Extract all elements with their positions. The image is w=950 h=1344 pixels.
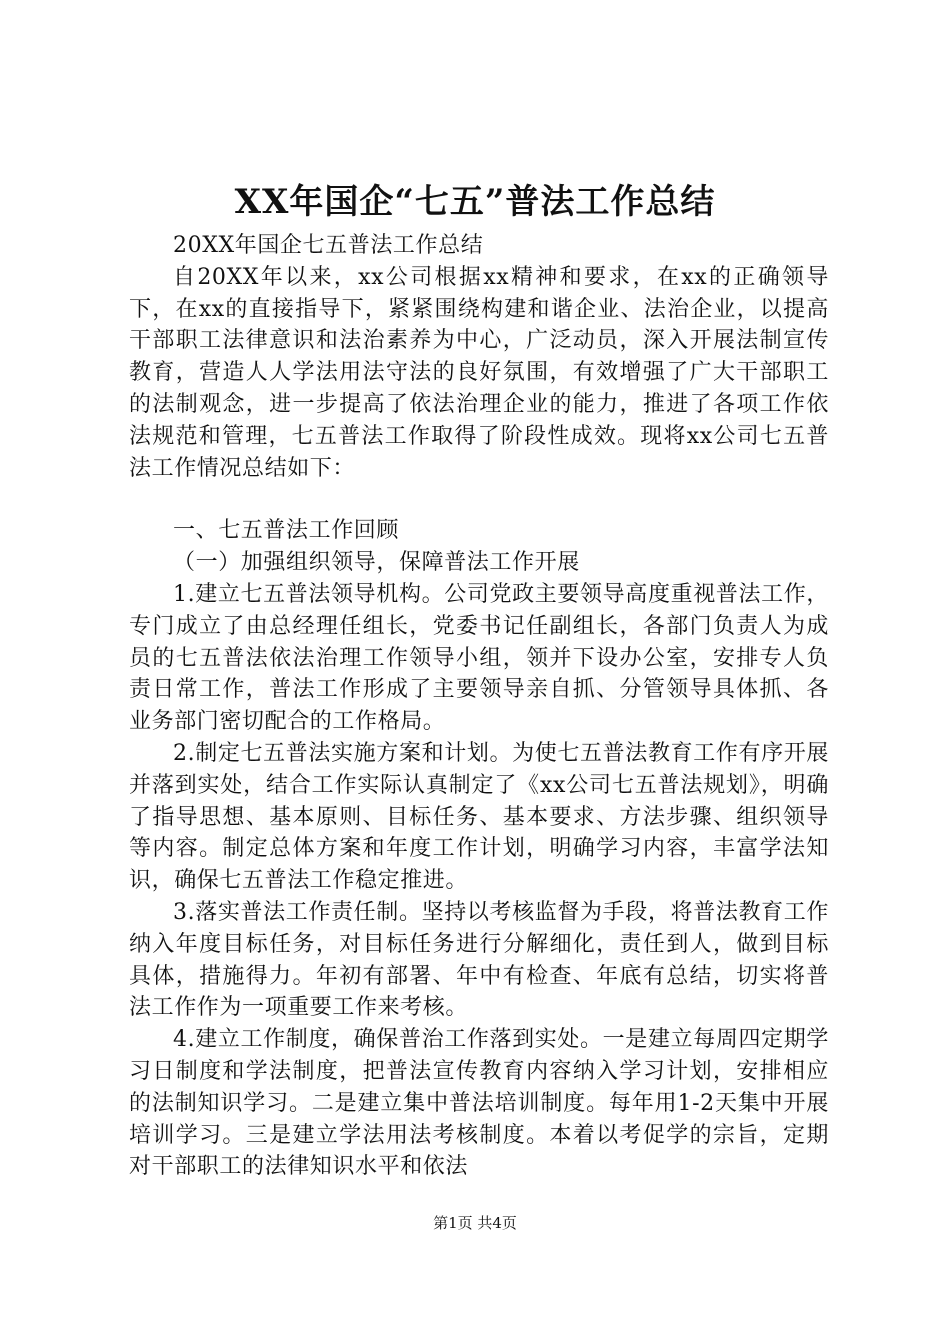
intro-paragraph: 自20XX年以来，xx公司根据xx精神和要求，在xx的正确领导下，在xx的直接指导下，紧紧围绕构建和谐企业、法治企业，以提高干部职工法律意识和法治素养为中心，广泛动员，深入开展法制宣传教育，营造人人学法用法守法的良好氛围，有效增强了广大干部职工的法制观念，进一步提高了依法治理企业的能力，推进了各项工作依法规范和管理，七五普法工作取得了阶段性成效。现将xx公司七五普法工作情况总结如下： (129, 264, 829, 481)
document-title: XX年国企“七五”普法工作总结 (234, 182, 716, 222)
subsection-heading: （一）加强组织领导，保障普法工作开展 (173, 550, 580, 576)
list-item: 4.建立工作制度，确保普治工作落到实处。一是建立每周四定期学习日制度和学法制度，把普法宣传教育内容纳入学习计划，安排相应的法制知识学习。二是建立集中普法培训制度。每年用1-2天集中开展培训学习。三是建立学法用法考核制度。本着以考促学的宗旨，定期对干部职工的法律知识水平和依法 (129, 1027, 829, 1180)
paragraph-gap (129, 484, 829, 515)
list-item: 2.制定七五普法实施方案和计划。为使七五普法教育工作有序开展并落到实处，结合工作实际认真制定了《xx公司七五普法规划》，明确了指导思想、基本原则、目标任务、基本要求、方法步骤、组织领导等内容。制定总体方案和年度工作计划，明确学习内容，丰富学法知识，确保七五普法工作稳定推进。 (129, 740, 829, 894)
document-subtitle: 20XX年国企七五普法工作总结 (173, 233, 484, 258)
list-item: 1.建立七五普法领导机构。公司党政主要领导高度重视普法工作，专门成立了由总经理任组长，党委书记任副组长，各部门负责人为成员的七五普法依法治理工作领导小组，领并下设办公室，安排专人负责日常工作，普法工作形成了主要领导亲自抓、分管领导具体抓、各业务部门密切配合的工作格局。 (129, 581, 829, 735)
document-body (129, 230, 829, 1183)
list-item: 3.落实普法工作责任制。坚持以考核监督为手段，将普法教育工作纳入年度目标任务，对目标任务进行分解细化，责任到人，做到目标具体，措施得力。年初有部署、年中有检查、年底有总结，切实将普法工作作为一项重要工作来考核。 (129, 899, 829, 1021)
section-heading: 一、七五普法工作回顾 (173, 518, 400, 544)
page-footer: 第1页 共4页 (433, 1214, 517, 1232)
